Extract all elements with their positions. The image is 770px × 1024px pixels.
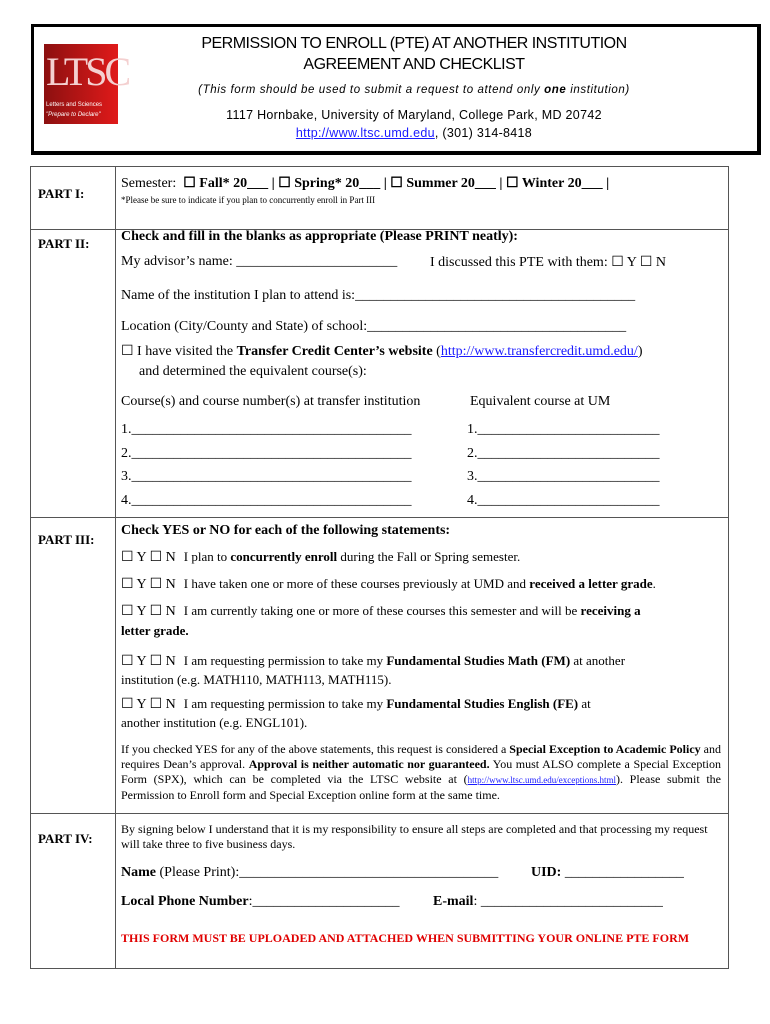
equivalent-field[interactable]: 3.__________________________ [467,469,660,484]
address: 1117 Hornbake, University of Maryland, College Park, MD 20742 [226,108,602,122]
statement-text: at [578,696,591,711]
statement-text: at another [570,653,626,668]
ltsc-logo [44,44,129,124]
uid-label: UID: [531,865,562,880]
note-text: institution) [566,84,630,96]
note-emphasis: one [544,84,567,96]
course-field[interactable]: 2.________________________________________ [121,445,412,461]
part-3-heading: Check YES or NO for each of the following statements: [121,523,451,538]
statement-bold: receiving a [580,603,641,618]
equivalent-lines [467,418,660,512]
location-field[interactable]: Location (City/County and State) of school:_____________________________________ [121,319,627,334]
form-title-line2: AGREEMENT AND CHECKLIST [303,56,525,73]
email-label: E-mail [433,894,474,909]
spring-checkbox[interactable]: ☐ Spring* 20___ | [278,176,387,191]
visited-checkbox[interactable] [121,343,642,360]
course-field[interactable]: 1.________________________________________ [121,422,412,437]
semester-row [121,175,609,192]
part-1-label: PART I: [38,186,85,201]
semester-note: *Please be sure to indicate if you plan to concurrently enroll in Part III [121,195,376,205]
phone-field[interactable] [121,894,399,910]
form-header [31,24,761,155]
name-field[interactable] [121,865,498,881]
email-blank[interactable]: : __________________________ [473,894,663,909]
phone-blank[interactable]: :_____________________ [248,894,400,909]
yes-no-checkbox[interactable]: ☐ Y ☐ N [121,604,176,619]
yes-no-checkbox[interactable]: ☐ Y ☐ N [121,577,176,592]
visited-bold: Transfer Credit Center’s website [236,344,433,359]
part-2-heading: Check and fill in the blanks as appropriate (Please PRINT neatly): [121,229,518,244]
fall-checkbox[interactable]: ☐ Fall* 20___ | [183,176,275,191]
discussed-checkbox[interactable]: I discussed this PTE with them: ☐ Y ☐ N [430,255,666,270]
institution-field[interactable]: Name of the institution I plan to attend is:________________________________________ [121,288,636,303]
equivalent-field[interactable]: 2.__________________________ [467,445,660,461]
statement-text: during the Fall or Spring semester. [337,549,521,564]
statement-3-cont: letter grade. [121,623,189,638]
logo-text: LTSC [46,49,129,94]
part-3-label: PART III: [38,532,95,547]
uid-field[interactable] [531,865,684,881]
statement-text: I am currently taking one or more of these courses this semester and will be [183,603,581,618]
statement-4 [121,652,625,670]
statement-2 [121,575,656,593]
upload-warning: THIS FORM MUST BE UPLOADED AND ATTACHED WHEN SUBMITTING YOUR ONLINE PTE FORM [121,931,690,945]
statement-3 [121,602,641,620]
part-4-label: PART IV: [38,831,93,846]
statement-bold: Fundamental Studies Math (FM) [386,653,571,668]
course-field[interactable]: 3.________________________________________ [121,469,412,484]
course-col-header: Course(s) and course number(s) at transfer institution [121,394,421,409]
name-blank[interactable]: (Please Print):_____________________________________ [156,865,499,880]
para-text: and requires Dean’s approval. [121,742,721,771]
statement-text: . [652,576,656,591]
exceptions-link[interactable]: http://www.ltsc.umd.edu/exceptions.html [467,775,616,785]
equivalent-col-header: Equivalent course at UM [470,394,611,409]
summer-checkbox[interactable]: ☐ Summer 20___ | [390,176,503,191]
statement-5-cont: another institution (e.g. ENGL101). [121,715,308,730]
statement-bold: concurrently enroll [230,549,338,564]
paren: ) [637,344,643,359]
yes-no-checkbox[interactable]: ☐ Y ☐ N [121,697,176,712]
statement-text: I am requesting permission to take my [183,653,387,668]
divider [31,813,728,814]
special-exception-paragraph [121,742,721,803]
statement-text: I am requesting permission to take my [183,696,387,711]
statement-text: I have taken one or more of these courses previously at UMD and [183,576,530,591]
contact [134,126,694,140]
yes-no-checkbox[interactable]: ☐ Y ☐ N [121,654,176,669]
form-title-line1: PERMISSION TO ENROLL (PTE) AT ANOTHER INSTITUTION [201,35,627,52]
logo-slogan: "Prepare to Declare" [46,112,101,118]
visited-text: ☐ I have visited the [121,344,237,359]
equivalent-field[interactable]: 4.__________________________ [467,492,660,508]
name-label: Name [121,865,156,880]
para-text: If you checked YES for any of the above statements, this request is considered a [121,742,510,756]
equivalent-field[interactable]: 1.__________________________ [467,422,660,437]
statement-5 [121,695,591,713]
determined-text: and determined the equivalent course(s): [139,364,367,379]
statement-bold: received a letter grade [529,576,653,591]
winter-checkbox[interactable]: ☐ Winter 20___ | [506,176,610,191]
divider [31,517,728,518]
course-lines [121,418,412,512]
part-4-text: By signing below I understand that it is my responsibility to ensure all steps are completed and that processing my request will take three to five business days. [121,822,708,851]
course-field[interactable]: 4.________________________________________ [121,492,412,508]
transfer-credit-link[interactable]: http://www.transfercredit.umd.edu/ [440,344,638,359]
yes-no-checkbox[interactable]: ☐ Y ☐ N [121,550,176,565]
para-text: You must ALSO complete a Special Exception Form (SPX), which can be completed via the LTSC website at ( [121,757,722,786]
email-field[interactable] [433,894,663,910]
phone-label: Local Phone Number [121,894,249,909]
para-bold: Special Exception to Academic Policy [509,742,701,756]
semester-label: Semester: [121,176,177,191]
form-note [134,84,694,96]
statement-1 [121,548,520,566]
paren: ( [432,344,441,359]
statement-4-cont: institution (e.g. MATH110, MATH113, MATH115). [121,672,392,687]
statement-bold: Fundamental Studies English (FE) [386,696,579,711]
note-text: (This form should be used to submit a request to attend only [198,84,545,96]
para-bold: Approval is neither automatic nor guaranteed. [248,757,490,771]
statement-text: I plan to [183,549,231,564]
divider [115,167,116,968]
ltsc-link[interactable]: http://www.ltsc.umd.edu [295,126,435,140]
uid-blank[interactable]: _________________ [561,865,684,880]
logo-sub: Letters and Sciences [46,102,103,108]
phone: , (301) 314-8418 [434,126,533,140]
part-2-label: PART II: [38,236,90,251]
advisor-field[interactable]: My advisor’s name: _______________________ [121,254,398,269]
para-text: ). Please submit the Permission to Enroll form and Special Exception online form at the same time. [121,772,722,802]
